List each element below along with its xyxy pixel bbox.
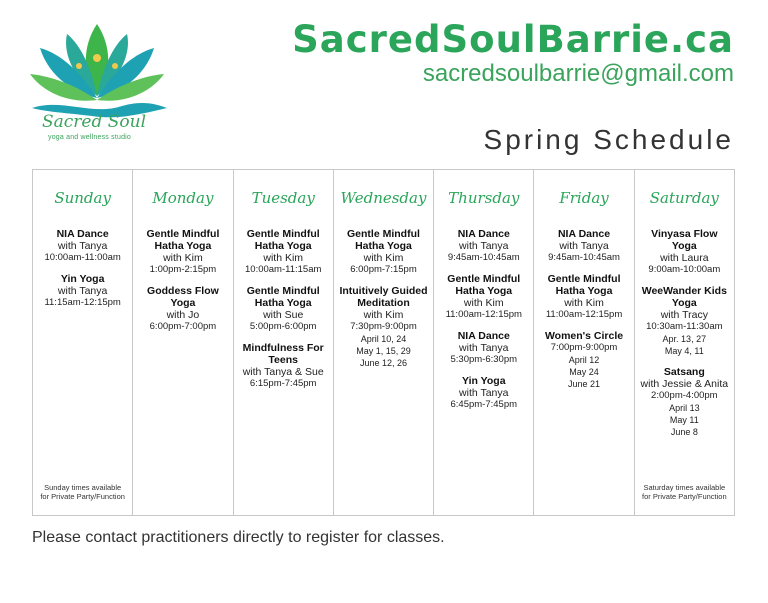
logo-name: Sacred Soul (42, 112, 147, 132)
logo-tagline: yoga and wellness studio (48, 134, 132, 141)
class-title: NIA Dance (557, 228, 611, 240)
class-title: Satsang (663, 366, 705, 378)
class-entry (137, 228, 228, 276)
availability-note (635, 483, 734, 501)
class-date: June 12, 26 (359, 358, 407, 368)
class-time: 6:15pm-7:45pm (249, 378, 317, 389)
class-date: June 8 (670, 427, 698, 437)
class-time: 6:45pm-7:45pm (450, 399, 518, 410)
class-title: Gentle Mindful Hatha Yoga (146, 228, 220, 252)
class-instructor: with Tanya & Sue (242, 366, 324, 378)
footer-note: Please contact practitioners directly to register for classes. (32, 529, 445, 546)
class-time: 5:30pm-6:30pm (450, 354, 518, 365)
email-address: sacredsoulbarrie@gmail.com (422, 60, 734, 87)
class-instructor: with Tanya (57, 285, 108, 297)
class-entry (238, 285, 329, 333)
class-instructor: with Sue (263, 309, 304, 321)
day-column-friday (534, 170, 634, 515)
day-column-monday (133, 170, 233, 515)
class-time: 9:45am-10:45am (548, 252, 620, 263)
class-instructor: with Kim (564, 297, 604, 309)
day-heading: Tuesday (251, 189, 315, 207)
class-time: 9:45am-10:45am (447, 252, 520, 263)
class-title: Gentle Mindful Hatha Yoga (246, 228, 320, 252)
day-column-saturday (635, 170, 734, 515)
availability-note-line: Sunday times available (44, 483, 122, 492)
class-time: 10:00am-11:00am (44, 252, 121, 263)
class-entry (639, 228, 730, 276)
class-entry (238, 342, 329, 390)
class-instructor: with Tanya (57, 240, 108, 252)
class-instructor: with Jessie & Anita (640, 378, 729, 390)
class-title: Intuitively Guided Meditation (339, 285, 428, 309)
class-title: Gentle Mindful Hatha Yoga (447, 273, 521, 297)
schedule-title: Spring Schedule (483, 124, 734, 155)
class-time: 11:00am-12:15pm (545, 309, 623, 320)
class-entry (538, 228, 629, 264)
class-time: 7:30pm-9:00pm (350, 321, 417, 332)
class-time: 10:30am-11:30am (646, 321, 723, 332)
class-entry (338, 228, 429, 276)
class-time: 2:00pm-4:00pm (651, 390, 718, 401)
class-entry (137, 285, 228, 333)
class-entry (438, 330, 529, 366)
class-time: 11:15am-12:15pm (44, 297, 121, 308)
class-time: 7:00pm-9:00pm (550, 342, 618, 353)
availability-note (33, 483, 132, 501)
class-title: Yin Yoga (461, 375, 506, 387)
class-instructor: with Tanya (459, 240, 509, 252)
class-entry (538, 330, 629, 390)
class-date: April 13 (669, 403, 700, 413)
class-title: Goddess Flow Yoga (147, 285, 219, 309)
day-column-sunday (33, 170, 133, 515)
class-instructor: with Kim (163, 252, 203, 264)
schedule-grid (32, 169, 735, 516)
class-title: NIA Dance (457, 330, 510, 342)
day-heading: Thursday (448, 189, 520, 207)
class-instructor: with Jo (166, 309, 200, 321)
availability-note-line: for Private Party/Function (40, 492, 125, 501)
day-heading: Saturday (649, 189, 719, 207)
class-time: 5:00pm-6:00pm (249, 321, 317, 332)
class-date: Apr. 13, 27 (662, 334, 707, 344)
class-entry (639, 285, 730, 357)
class-instructor: with Tanya (459, 342, 509, 354)
availability-note-line: for Private Party/Function (642, 492, 727, 501)
class-entry (438, 228, 529, 264)
class-title: NIA Dance (56, 228, 109, 240)
class-entry (338, 285, 429, 369)
class-entry (238, 228, 329, 276)
class-instructor: with Kim (363, 252, 404, 264)
class-date: April 10, 24 (360, 334, 407, 344)
class-instructor: with Kim (263, 252, 304, 264)
availability-note-line: Saturday times available (643, 483, 726, 492)
class-entry (438, 273, 529, 321)
class-instructor: with Kim (463, 297, 504, 309)
class-date: April 12 (568, 355, 600, 365)
class-instructor: with Tanya (459, 387, 509, 399)
class-date: May 1, 15, 29 (356, 346, 411, 356)
class-title: Yin Yoga (60, 273, 105, 285)
class-instructor: with Tracy (660, 309, 708, 321)
class-date: May 4, 11 (664, 346, 704, 356)
class-instructor: with Kim (363, 309, 404, 321)
class-entry (438, 375, 529, 411)
day-column-thursday (434, 170, 534, 515)
class-title: Gentle Mindful Hatha Yoga (347, 228, 420, 252)
class-time: 6:00pm-7:15pm (350, 264, 417, 275)
class-time: 10:00am-11:15am (245, 264, 322, 275)
class-entry (639, 366, 730, 438)
class-entry (538, 273, 629, 321)
class-title: Vinyasa Flow Yoga (651, 228, 718, 252)
class-title: Mindfulness For Teens (242, 342, 324, 366)
day-heading: Monday (152, 189, 214, 207)
class-time: 6:00pm-7:00pm (149, 321, 217, 332)
class-instructor: with Laura (660, 252, 709, 264)
class-time: 11:00am-12:15pm (445, 309, 522, 320)
day-heading: Friday (559, 189, 609, 207)
class-instructor: with Tanya (559, 240, 609, 252)
day-column-tuesday (234, 170, 334, 515)
day-heading: Sunday (54, 189, 111, 207)
class-date: June 21 (568, 379, 601, 389)
class-time: 1:00pm-2:15pm (149, 264, 217, 275)
day-column-wednesday (334, 170, 434, 515)
class-date: May 11 (669, 415, 699, 425)
site-url: SacredSoulBarrie.ca (292, 18, 734, 61)
class-title: Gentle Mindful Hatha Yoga (246, 285, 320, 309)
lotus-icon (22, 16, 172, 126)
day-heading: Wednesday (340, 189, 427, 207)
class-date: May 24 (569, 367, 599, 377)
class-time: 9:00am-10:00am (648, 264, 721, 275)
class-title: Women's Circle (544, 330, 624, 342)
class-title: WeeWander Kids Yoga (641, 285, 727, 309)
class-title: NIA Dance (457, 228, 510, 240)
class-title: Gentle Mindful Hatha Yoga (547, 273, 621, 297)
class-entry (37, 273, 128, 309)
class-entry (37, 228, 128, 264)
